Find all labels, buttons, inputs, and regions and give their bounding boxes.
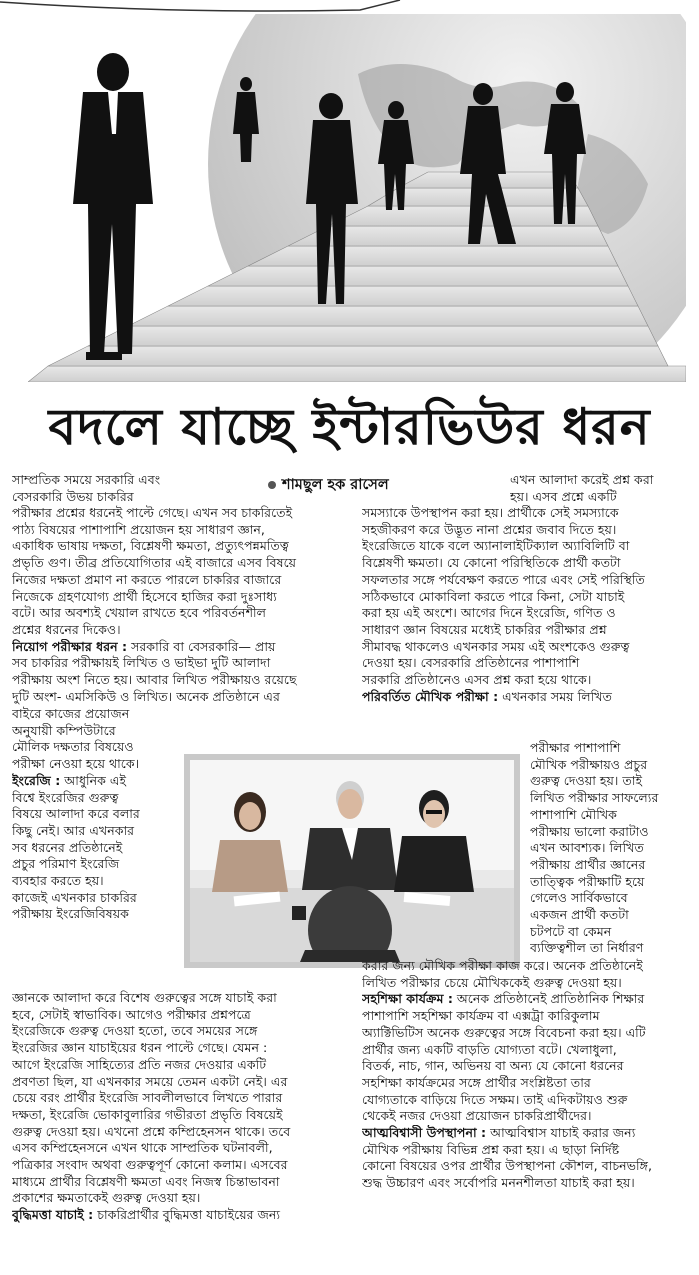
interview-photo (184, 754, 520, 968)
col2-bottom: করার জন্য মৌখিক পরীক্ষা কাজ করে। অনেক প্রতিষ্ঠানেই লিখিত পরীক্ষার চেয়ে মৌখিককেই গুরুত্ব দেওয়া হয়। সহশিক্ষা কার্যক্রম : অনেক প্রতিষ্ঠানেই প্রাতিষ্ঠানিক শিক্ষার পাশাপাশি সহশিক্ষা কার্যক্রম বা এক্সট্রা কারিকুলাম অ্যাক্টিভিটিস অনেক গুরুত্বের সঙ্গে বিবেচনা করা হয়। এটি প্রার্থীর জন্য একটি বাড়তি যোগ্যতা বটে। খেলাধুলা, বিতর্ক, নাচ, গান, অভিনয় বা অন্য যে কোনো ধরনের সহশিক্ষা কার্যক্রমের সঙ্গে প্রার্থীর সংশ্লিষ্টতা তার যোগ্যতাকে বাড়িয়ে দিতে সক্ষম। তাই এদিকটায়ও শুরু থেকেই নজর দেওয়া প্রয়োজন চাকরিপ্রার্থীদের। আত্মবিশ্বাসী উপস্থাপনা : আত্মবিশ্বাস যাচাই করার জন্য মৌখিক পরীক্ষায় বিভিন্ন প্রশ্ন করা হয়। এ ছাড়া নির্দিষ্ট কোনো বিষয়ের ওপর প্রার্থীর উপস্থাপনা কৌশল, বাচনভঙ্গি, শুদ্ধ উচ্চারণ এবং সর্বোপরি মননশীলতা যাচাই করা হয়। (362, 958, 692, 1192)
section-english: ইংরেজি : আধুনিক এই (12, 772, 127, 788)
col2-body: সমস্যাকে উপস্থাপন করা হয়। প্রার্থীকে সেই সমস্যাকে সহজীকরণ করে উদ্ভূত নানা প্রশ্নের জবাব দিতে হয়। ইংরেজিতে যাকে বলে অ্যানালাইটিক্যাল অ্যাবিলিটি বা বিশ্লেষণী ক্ষমতা। যে কোনো পরিস্থিতিকে প্রার্থী কতটা সফলতার সঙ্গে পর্যবেক্ষণ করতে পারে এবং সেই পরিস্থিতি সঠিকভাবে মোকাবিলা করতে পারে কিনা, সেটা যাচাই করা হয় এই অংশে। আগের দিনে ইংরেজি, গণিত ও সাধারণ জ্ঞান বিষয়ের মধ্যেই চাকরির পরীক্ষার প্রশ্ন সীমাবদ্ধ থাকলেও এখনকার সময় এই অংশকেও গুরুত্ব দেওয়া হয়। বেসরকারি প্রতিষ্ঠানের পাশাপাশি সরকারি প্রতিষ্ঠানেও এসব প্রশ্ন করা হয়ে থাকে। পরিবর্তিত মৌখিক পরীক্ষা : এখনকার সময় লিখিত (362, 505, 692, 705)
col2-intro: এখন আলাদা করেই প্রশ্ন করা হয়। এসব প্রশ্নে একটি (510, 472, 654, 504)
section-intelligence: বুদ্ধিমত্তা যাচাই : চাকরিপ্রার্থীর বুদ্ধিমত্তা যাচাইয়ের জন্য (12, 1207, 281, 1223)
section-heading: সহশিক্ষা কার্যক্রম : (362, 991, 453, 1007)
section-heading: পরিবর্তিত মৌখিক পরীক্ষা : (362, 688, 499, 704)
section-oral-exam: পরিবর্তিত মৌখিক পরীক্ষা : এখনকার সময় লিখিত (362, 688, 612, 704)
section-heading: আত্মবিশ্বাসী উপস্থাপনা : (362, 1125, 487, 1141)
section-recruitment: নিয়োগ পরীক্ষার ধরন : সরকারি বা বেসরকারি— প্রায় (12, 638, 276, 654)
col1-intro: সাম্প্রতিক সময়ে সরকারি এবং বেসরকারি উভয় চাকরির (12, 472, 161, 504)
section-heading: ইংরেজি : (12, 772, 61, 788)
byline-author: শামছুল হক রাসেল (282, 477, 389, 493)
bullet-icon (268, 481, 276, 489)
col2-narrow: পরীক্ষার পাশাপাশি মৌখিক পরীক্ষায়ও প্রচুর গুরুত্ব দেওয়া হয়। তাই লিখিত পরীক্ষার সাফল্যের পাশাপাশি মৌখিক পরীক্ষায় ভালো করাটাও এখন আবশ্যক। লিখিত পরীক্ষায় প্রার্থীর জ্ঞানের তাত্ত্বিক পরীক্ষাটি হয়ে গেলেও সার্বিকভাবে একজন প্রার্থী কতটা চটপটে বা কেমন ব্যক্তিত্বশীল তা নির্ধারণ (530, 740, 659, 956)
top-ornament (0, 0, 699, 14)
hero-illustration (28, 14, 686, 382)
col1-body: পরীক্ষার প্রশ্নের ধরনেই পাল্টে গেছে। এখন সব চাকরিতেই পাঠ্য বিষয়ের পাশাপাশি প্রয়োজন হয় সাধারণ জ্ঞান, একাধিক ভাষায় দক্ষতা, বিশ্লেষণী ক্ষমতা, প্রত্যুৎপন্নমতিত্ব প্রভৃতি গুণ। তীব্র প্রতিযোগিতার এই বাজারে এসব বিষয়ে নিজের দক্ষতা প্রমাণ না করতে পারলে চাকরির বাজারে নিজেকে গ্রহণযোগ্য প্রার্থী হিসেবে হাজির করা দুঃসাধ্য বটে। আর অবশ্যই খেয়াল রাখতে হবে পরিবর্তনশীল প্রশ্নের ধরনের দিকেও। নিয়োগ পরীক্ষার ধরন : সরকারি বা বেসরকারি— প্রায় সব চাকরির পরীক্ষায়ই লিখিত ও ভাইভা দুটি আলাদা পরীক্ষায় অংশ নিতে হয়। আবার লিখিত পরীক্ষায়ও রয়েছে দুটি অংশ- এমসিকিউ ও লিখিত। অনেক প্রতিষ্ঠানে এর (12, 505, 348, 705)
headline: বদলে যাচ্ছে ইন্টারভিউর ধরন (48, 397, 651, 456)
col1-narrow: বাইরে কাজের প্রয়োজন অনুযায়ী কম্পিউটারে মৌলিক দক্ষতার বিষয়েও পরীক্ষা নেওয়া হয়ে থাকে। ইংরেজি : আধুনিক এই বিশ্বে ইংরেজির গুরুত্ব বিষয়ে আলাদা করে বলার কিছু নেই। আর এখনকার সব ধরনের প্রতিষ্ঠানেই প্রচুর পরিমাণ ইংরেজি ব্যবহার করতে হয়। কাজেই এখনকার চাকরির পরীক্ষায় ইংরেজিবিষয়ক (12, 706, 180, 923)
section-heading: বুদ্ধিমত্তা যাচাই : (12, 1207, 94, 1223)
byline (268, 474, 468, 498)
section-confidence: আত্মবিশ্বাসী উপস্থাপনা : আত্মবিশ্বাস যাচাই করার জন্য (362, 1125, 636, 1141)
col1-bottom: জ্ঞানকে আলাদা করে বিশেষ গুরুত্বের সঙ্গে যাচাই করা হবে, সেটাই স্বাভাবিক। আগেও পরীক্ষার প্রশ্নপত্রে ইংরেজিকে গুরুত্ব দেওয়া হতো, তবে সময়ের সঙ্গে ইংরেজির জ্ঞান যাচাইয়ের ধরন পাল্টে গেছে। যেমন : আগে ইংরেজি সাহিত্যের প্রতি নজর দেওয়ার একটি প্রবণতা ছিল, যা এখনকার সময়ে তেমন একটা নেই। এর চেয়ে বরং প্রার্থীর ইংরেজি সাবলীলভাবে লিখতে পারার দক্ষতা, ইংরেজি ভোকাবুলারির গভীরতা প্রভৃতি বিষয়েই গুরুত্ব দেওয়া হয়। এখনো প্রশ্নে কম্প্রিহেনসন থাকে। তবে এসব কম্প্রিহেনসনে এখন থাকে সাম্প্রতিক ঘটনাবলী, পত্রিকার সংবাদ অথবা গুরুত্বপূর্ণ কোনো কলাম। এসবের মাধ্যমে প্রার্থীর বিশ্লেষণী ক্ষমতা এবং নিজস্ব চিন্তাভাবনা প্রকাশের ক্ষমতাকেই গুরুত্ব দেওয়া হয়। বুদ্ধিমত্তা যাচাই : চাকরিপ্রার্থীর বুদ্ধিমত্তা যাচাইয়ের জন্য (12, 990, 352, 1224)
section-co-curricular: সহশিক্ষা কার্যক্রম : অনেক প্রতিষ্ঠানেই প্রাতিষ্ঠানিক শিক্ষার (362, 991, 645, 1007)
section-heading: নিয়োগ পরীক্ষার ধরন : (12, 638, 128, 654)
